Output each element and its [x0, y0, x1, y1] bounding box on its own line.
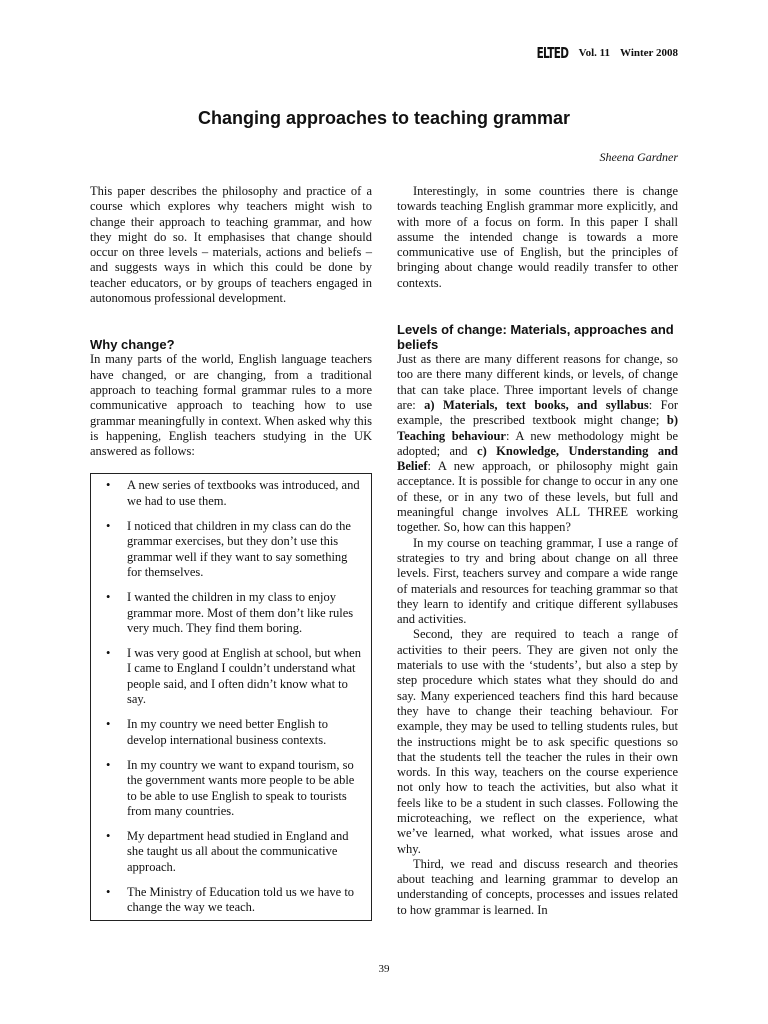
bullet-icon: •: [106, 646, 111, 661]
list-item: • In my country we want to expand tourism, so the government wants more people to be able to be able to use English to speak to tourists from many countries.: [106, 757, 355, 818]
theory-paragraph: Third, we read and discuss research and theories about teaching and learning grammar to develop an understanding of concepts, processes and issues related to how grammar is learned. In: [397, 856, 678, 917]
author-name: Sheena Gardner: [599, 150, 678, 164]
left-column: [90, 184, 372, 921]
why-change-paragraph: In many parts of the world, English language teachers have changed, or are changing, from a traditional approach to teaching formal grammar rules to a more communicative approach to teaching how to use grammar meaningfully in context. When asked why this is happening, English teachers studying in the UK answered as follows:: [90, 352, 372, 459]
level-a-term: a) Materials, text books, and syllabus: [424, 397, 649, 412]
list-item: • A new series of textbooks was introduced, and we had to use them.: [106, 478, 360, 508]
level-b-term: b) Teaching behaviour: [397, 413, 678, 443]
bullet-icon: •: [106, 519, 111, 534]
right-column: [397, 184, 678, 918]
list-item: • My department head studied in England and she taught us all about the communicative approach.: [106, 829, 349, 874]
list-item: • In my country we need better English to develop international business contexts.: [106, 717, 328, 747]
journal-logo: ELTED: [536, 44, 569, 62]
abstract-paragraph: This paper describes the philosophy and practice of a course which explores why teachers might wish to change their approach to teaching grammar, and how they might do so. It emphasises that change should occur on three levels – materials, actions and beliefs – and suggests ways in which this could be done by teacher educators, or by groups of teachers engaged in autonomous professional development.: [90, 184, 372, 306]
issue-season: Winter 2008: [620, 47, 678, 59]
levels-paragraph: Just as there are many different reasons for change, so too are there many different kinds, or levels, of change that can take place. Three important levels of change are: a) Materials, text books, and syllabus: For example, the prescribed textbook might change; b) Teaching behaviour: A new methodology might be adopted; and c) Knowledge, Understanding and Belief: A new approach, or philosophy might gain acceptance. It is possible for change to occur in any one of these, or in any two of these levels, but full and meaningful change involves ALL THREE working together. So, how can this happen?: [397, 352, 679, 535]
bullet-icon: •: [106, 884, 111, 899]
list-item: • The Ministry of Education told us we have to change the way we teach.: [106, 884, 355, 915]
bullet-icon: •: [106, 478, 111, 493]
bullet-icon: •: [106, 717, 111, 732]
list-item: • I was very good at English at school, but when I came to England I couldn’t understand what people said, and I often didn’t know what to say.: [106, 646, 361, 707]
list-item: • I noticed that children in my class can do the grammar exercises, but they don’t use this grammar well if they want to say something for themselves.: [106, 519, 351, 579]
list-item: • I wanted the children in my class to enjoy grammar more. Most of them don’t like rules very much. They find them boring.: [106, 590, 354, 635]
intro-paragraph-2: Interestingly, in some countries there is change towards teaching English grammar more explicitly, and with more of a focus on form. In this paper I shall assume the intended change is towards a more communicative use of English, but the principles of bringing about change would readily transfer to other contexts.: [397, 184, 678, 290]
bullet-icon: •: [106, 590, 111, 605]
teacher-responses-box: [90, 473, 372, 920]
journal-header: [523, 44, 678, 62]
paper-title: Changing approaches to teaching grammar: [197, 108, 571, 128]
section-heading-why-change: Why change?: [90, 337, 175, 353]
bullet-icon: •: [106, 757, 111, 772]
microteaching-paragraph: Second, they are required to teach a range of activities to their peers. They are given not only the materials to use with the ‘students’, but also a step by step procedure which states what they should do and say. Many experienced teachers find this hard because they have to change their teaching behaviour. For example, they may be used to telling students rules, but the instructions might be to ask specific questions so that the students tell the teacher the rules in their own words. In this way, teachers on the course experience not only how to teach the activities, but also what it feels like to be a student in such classes. Following the microteaching, we reflect on the experience, what we’ve learned, what worked, what issues arose and why.: [397, 627, 678, 856]
bullet-icon: •: [106, 829, 111, 844]
volume-label: Vol. 11: [578, 47, 611, 59]
level-c-term: c) Knowledge, Understanding and Belief: [397, 443, 678, 474]
course-paragraph: In my course on teaching grammar, I use a range of strategies to try and bring about change on all three levels. First, teachers survey and compare a wide range of materials and resources for teaching grammar so that they learn to identify and critique different syllabuses and activities.: [397, 535, 678, 627]
section-heading-levels-of-change: Levels of change: Materials, approaches and beliefs: [397, 322, 674, 353]
page-number: 39: [378, 963, 390, 975]
